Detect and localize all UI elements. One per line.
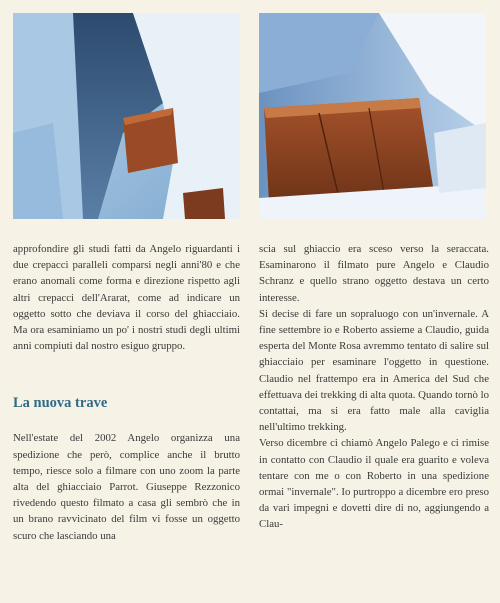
text-column-left [13,241,240,544]
paragraph: Verso dicembre ci chiamò Angelo Palego e ci rimise in contatto con Claudio il quale era guarito e voleva tentare con me o con Roberto in una spedizione ormai "invernale". Io purtroppo a dicembre ero preso da vari impegni e dovetti dire di no, aggiungendo a Clau- [259,437,489,531]
paragraph: approfondire gli studi fatti da Angelo riguardanti i due crepacci paralleli comparsi negli anni'80 e che erano anomali come forma e direzione rispetto agli altri crepacci dell'Ararat, come ad indicare un oggetto sotto che deviava il corso del ghiacciaio. Ma ora esaminiamo un po' i nostri studi degli ultimi anni compiuti dal nostro esiguo gruppo. [13,243,240,353]
paragraph: scia sul ghiaccio era sceso verso la seraccata. Esaminarono il filmato pure Angelo e Claudio Schranz e quello strano oggetto destava un certo interesse. [259,243,489,304]
section-heading: La nuova trave [13,395,108,412]
paragraph: Si decise di fare un sopraluogo con un'invernale. A fine settembre io e Roberto assieme a Claudio, guida esperta del Monte Rosa avremmo tentato di salire sul ghiacciaio per esaminare l'oggetto in questione. Claudio nel frattempo era in America del Sud che effettuava dei trekking di alta quota. Quando tornò lo contattai, ma si era fatto male alla caviglia nell'ultimo trekking. [259,307,489,434]
photo-beam-closeup [259,13,486,219]
ice-crevasse-with-wooden-beam-icon [13,13,240,219]
paragraph: Nell'estate del 2002 Angelo organizza una spedizione che però, complice anche il brutto tempo, riesce solo a filmare con uno zoom la parte alta del ghiacciaio Parrot. Giuseppe Rezzonico rivedendo questo filmato a casa gli sembrò che in un brano ravvicinato del film vi fosse un oggetto scuro che lasciando una [13,432,240,542]
wooden-beam-in-snow-closeup-icon [259,13,486,219]
text-column-right [259,241,489,533]
photo-crevasse-beam [13,13,240,219]
